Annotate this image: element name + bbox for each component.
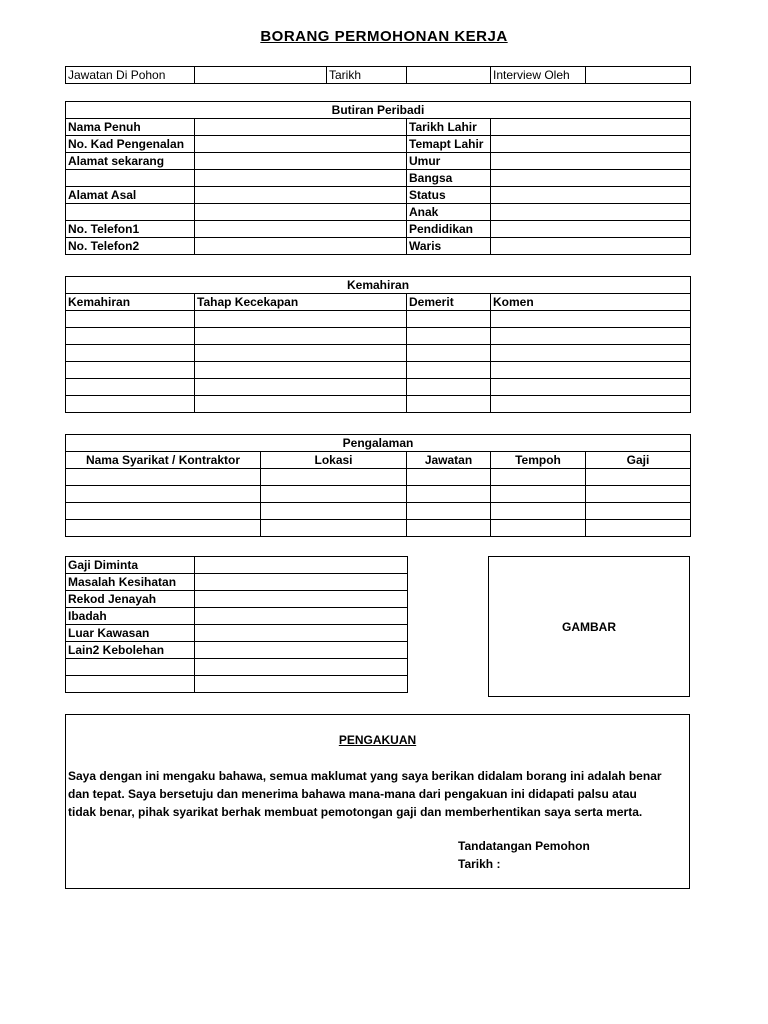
- tarikh-label: Tarikh: [327, 67, 407, 84]
- kemahiran-row: [66, 362, 691, 379]
- pengalaman-cell[interactable]: [491, 486, 586, 503]
- kemahiran-cell[interactable]: [491, 396, 691, 413]
- butiran-left-label: No. Kad Pengenalan: [66, 136, 195, 153]
- kemahiran-cell[interactable]: [66, 311, 195, 328]
- pengakuan-line: dan tepat. Saya bersetuju dan menerima bahawa mana-mana dari pengakuan ini didapati palsu atau: [68, 787, 637, 801]
- pengalaman-cell[interactable]: [586, 469, 691, 486]
- maklumat-lain-table: [65, 556, 408, 693]
- butiran-right-label: Status: [407, 187, 491, 204]
- butiran-left-field[interactable]: [195, 187, 407, 204]
- kemahiran-column-header: Demerit: [407, 294, 491, 311]
- kemahiran-cell[interactable]: [195, 345, 407, 362]
- kemahiran-cell[interactable]: [66, 396, 195, 413]
- maklumat-lain-row: [66, 625, 408, 642]
- kemahiran-column-header: Komen: [491, 294, 691, 311]
- maklumat-lain-field[interactable]: [195, 557, 408, 574]
- butiran-left-label: [66, 204, 195, 221]
- jawatan-label: Jawatan Di Pohon: [66, 67, 195, 84]
- pengalaman-cell[interactable]: [491, 469, 586, 486]
- maklumat-lain-row: [66, 557, 408, 574]
- butiran-right-field[interactable]: [491, 221, 691, 238]
- kemahiran-cell[interactable]: [66, 379, 195, 396]
- pengalaman-cell[interactable]: [261, 486, 407, 503]
- butiran-right-field[interactable]: [491, 238, 691, 255]
- pengalaman-cell[interactable]: [66, 469, 261, 486]
- butiran-right-label: Bangsa: [407, 170, 491, 187]
- maklumat-lain-field[interactable]: [195, 608, 408, 625]
- pengalaman-row: [66, 486, 691, 503]
- maklumat-lain-label: [66, 659, 195, 676]
- kemahiran-cell[interactable]: [407, 362, 491, 379]
- maklumat-lain-field[interactable]: [195, 574, 408, 591]
- butiran-left-field[interactable]: [195, 221, 407, 238]
- butiran-right-label: Temapt Lahir: [407, 136, 491, 153]
- pengalaman-row: [66, 503, 691, 520]
- butiran-left-field[interactable]: [195, 238, 407, 255]
- butiran-row: [66, 136, 691, 153]
- butiran-right-label: Waris: [407, 238, 491, 255]
- pengalaman-cell[interactable]: [261, 520, 407, 537]
- kemahiran-cell[interactable]: [195, 311, 407, 328]
- pengalaman-cell[interactable]: [66, 486, 261, 503]
- butiran-left-field[interactable]: [195, 119, 407, 136]
- butiran-right-field[interactable]: [491, 187, 691, 204]
- pengalaman-column-header: Gaji: [586, 452, 691, 469]
- maklumat-lain-row: [66, 591, 408, 608]
- butiran-row: [66, 238, 691, 255]
- butiran-left-label: Alamat Asal: [66, 187, 195, 204]
- butiran-right-label: Anak: [407, 204, 491, 221]
- maklumat-lain-row: [66, 642, 408, 659]
- pengalaman-row: [66, 469, 691, 486]
- kemahiran-cell[interactable]: [491, 362, 691, 379]
- maklumat-lain-field[interactable]: [195, 659, 408, 676]
- pengalaman-cell[interactable]: [586, 520, 691, 537]
- pengalaman-cell[interactable]: [66, 520, 261, 537]
- pengalaman-column-header: Tempoh: [491, 452, 586, 469]
- kemahiran-cell[interactable]: [407, 396, 491, 413]
- butiran-right-field[interactable]: [491, 119, 691, 136]
- kemahiran-cell[interactable]: [66, 362, 195, 379]
- kemahiran-column-header: Tahap Kecekapan: [195, 294, 407, 311]
- pengalaman-cell[interactable]: [491, 520, 586, 537]
- butiran-peribadi-table: [65, 101, 691, 255]
- butiran-heading: Butiran Peribadi: [66, 102, 691, 119]
- kemahiran-cell[interactable]: [195, 362, 407, 379]
- kemahiran-row: [66, 379, 691, 396]
- maklumat-lain-label: Rekod Jenayah: [66, 591, 195, 608]
- butiran-left-label: [66, 170, 195, 187]
- kemahiran-cell[interactable]: [195, 328, 407, 345]
- pengalaman-cell[interactable]: [407, 469, 491, 486]
- maklumat-lain-label: Gaji Diminta: [66, 557, 195, 574]
- kemahiran-header-row: [66, 294, 691, 311]
- signature-date-label: Tarikh :: [458, 857, 501, 871]
- maklumat-lain-row: [66, 676, 408, 693]
- pengalaman-cell[interactable]: [261, 469, 407, 486]
- pengalaman-table: [65, 434, 691, 537]
- butiran-row: [66, 170, 691, 187]
- maklumat-lain-field[interactable]: [195, 591, 408, 608]
- kemahiran-cell[interactable]: [66, 328, 195, 345]
- maklumat-lain-row: [66, 608, 408, 625]
- pengalaman-heading: Pengalaman: [66, 435, 691, 452]
- signature-label: Tandatangan Pemohon: [458, 839, 590, 853]
- pengalaman-cell[interactable]: [407, 503, 491, 520]
- kemahiran-cell[interactable]: [407, 328, 491, 345]
- pengalaman-cell[interactable]: [586, 503, 691, 520]
- maklumat-lain-field[interactable]: [195, 625, 408, 642]
- kemahiran-row: [66, 311, 691, 328]
- top-info-table: [65, 66, 691, 84]
- butiran-right-label: Umur: [407, 153, 491, 170]
- kemahiran-row: [66, 328, 691, 345]
- form-title: BORANG PERMOHONAN KERJA: [260, 28, 508, 45]
- butiran-left-field[interactable]: [195, 153, 407, 170]
- photo-label: GAMBAR: [562, 619, 616, 634]
- butiran-right-field[interactable]: [491, 204, 691, 221]
- maklumat-lain-field[interactable]: [195, 676, 408, 693]
- kemahiran-cell[interactable]: [195, 379, 407, 396]
- pengalaman-cell[interactable]: [407, 520, 491, 537]
- pengalaman-column-header: Nama Syarikat / Kontraktor: [66, 452, 261, 469]
- pengalaman-cell[interactable]: [261, 503, 407, 520]
- kemahiran-cell[interactable]: [195, 396, 407, 413]
- pengakuan-line: tidak benar, pihak syarikat berhak membuat pemotongan gaji dan memberhentikan saya serta merta.: [68, 805, 643, 819]
- interview-field[interactable]: [586, 67, 691, 84]
- interview-label: Interview Oleh: [491, 67, 586, 84]
- kemahiran-cell[interactable]: [491, 311, 691, 328]
- pengalaman-cell[interactable]: [407, 486, 491, 503]
- pengakuan-text: [68, 767, 680, 821]
- pengalaman-cell[interactable]: [66, 503, 261, 520]
- butiran-left-label: No. Telefon2: [66, 238, 195, 255]
- butiran-left-field[interactable]: [195, 204, 407, 221]
- kemahiran-column-header: Kemahiran: [66, 294, 195, 311]
- butiran-row: [66, 119, 691, 136]
- pengalaman-row: [66, 520, 691, 537]
- butiran-row: [66, 153, 691, 170]
- kemahiran-heading: Kemahiran: [66, 277, 691, 294]
- maklumat-lain-label: Ibadah: [66, 608, 195, 625]
- pengakuan-box: [65, 714, 690, 889]
- butiran-right-label: Tarikh Lahir: [407, 119, 491, 136]
- pengakuan-title: PENGAKUAN: [338, 733, 417, 747]
- jawatan-field[interactable]: [195, 67, 327, 84]
- pengakuan-line: Saya dengan ini mengaku bahawa, semua maklumat yang saya berikan didalam borang ini adalah benar: [68, 769, 662, 783]
- maklumat-lain-row: [66, 659, 408, 676]
- pengalaman-header-row: [66, 452, 691, 469]
- maklumat-lain-field[interactable]: [195, 642, 408, 659]
- kemahiran-cell[interactable]: [491, 379, 691, 396]
- kemahiran-cell[interactable]: [407, 345, 491, 362]
- butiran-left-field[interactable]: [195, 136, 407, 153]
- maklumat-lain-label: Lain2 Kebolehan: [66, 642, 195, 659]
- butiran-left-label: No. Telefon1: [66, 221, 195, 238]
- pengalaman-column-header: Jawatan: [407, 452, 491, 469]
- kemahiran-cell[interactable]: [407, 379, 491, 396]
- maklumat-lain-label: [66, 676, 195, 693]
- pengalaman-cell[interactable]: [491, 503, 586, 520]
- kemahiran-row: [66, 345, 691, 362]
- kemahiran-cell[interactable]: [66, 345, 195, 362]
- maklumat-lain-row: [66, 574, 408, 591]
- butiran-left-label: Alamat sekarang: [66, 153, 195, 170]
- photo-box[interactable]: [488, 556, 690, 697]
- maklumat-lain-label: Masalah Kesihatan: [66, 574, 195, 591]
- butiran-row: [66, 204, 691, 221]
- butiran-right-label: Pendidikan: [407, 221, 491, 238]
- kemahiran-table: [65, 276, 691, 413]
- butiran-left-field[interactable]: [195, 170, 407, 187]
- kemahiran-cell[interactable]: [491, 345, 691, 362]
- signature-block: [458, 837, 590, 873]
- butiran-left-label: Nama Penuh: [66, 119, 195, 136]
- butiran-row: [66, 221, 691, 238]
- butiran-right-field[interactable]: [491, 170, 691, 187]
- butiran-right-field[interactable]: [491, 136, 691, 153]
- kemahiran-row: [66, 396, 691, 413]
- tarikh-field[interactable]: [407, 67, 491, 84]
- maklumat-lain-label: Luar Kawasan: [66, 625, 195, 642]
- pengalaman-cell[interactable]: [586, 486, 691, 503]
- kemahiran-cell[interactable]: [491, 328, 691, 345]
- kemahiran-cell[interactable]: [407, 311, 491, 328]
- butiran-right-field[interactable]: [491, 153, 691, 170]
- butiran-row: [66, 187, 691, 204]
- pengalaman-column-header: Lokasi: [261, 452, 407, 469]
